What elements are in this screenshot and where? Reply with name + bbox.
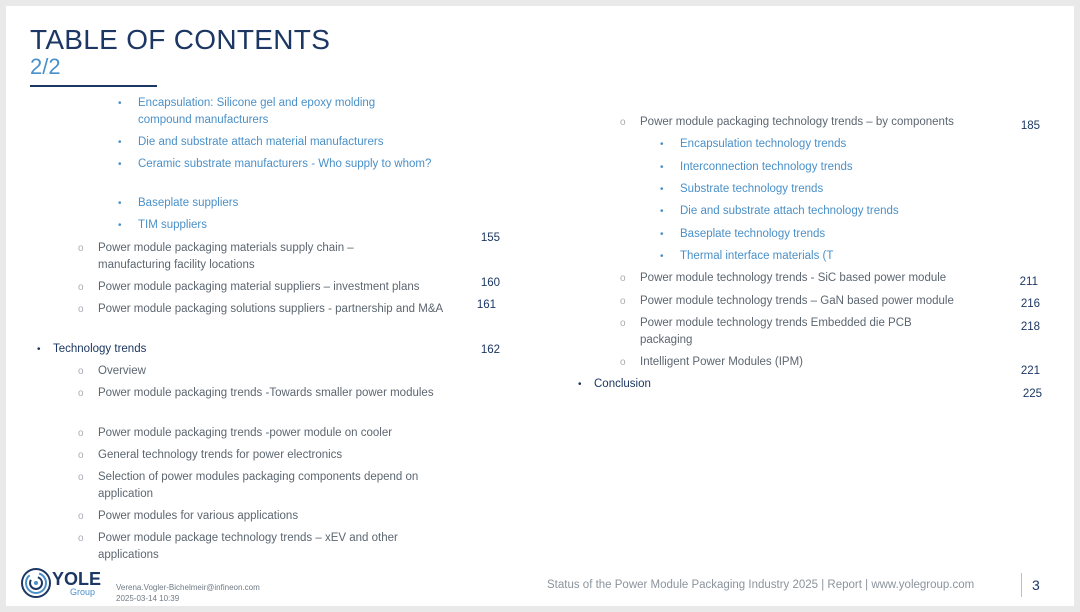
toc-entry-label: Technology trends (53, 343, 147, 355)
page-number: 160 (480, 277, 500, 289)
toc-entry[interactable] (620, 270, 1010, 287)
toc-entry-label: Baseplate technology trends (680, 228, 826, 240)
bullet-icon: • (660, 206, 664, 217)
toc-entry-label: Baseplate suppliers (138, 197, 239, 209)
bullet-icon: • (578, 379, 582, 390)
page-subtitle: 2/2 (30, 54, 61, 79)
circle-bullet-icon: o (78, 450, 84, 461)
footer-watermark (116, 582, 260, 604)
toc-entry[interactable] (78, 530, 448, 564)
toc-entry[interactable] (118, 95, 418, 129)
page-number: 216 (1020, 298, 1040, 310)
circle-bullet-icon: o (78, 243, 84, 254)
toc-entry[interactable] (78, 425, 478, 442)
toc-entry-label: Power module technology trends - SiC based power module (640, 272, 947, 284)
toc-entry[interactable] (660, 226, 980, 243)
title-divider (30, 85, 157, 87)
toc-entry-label: TIM suppliers (138, 219, 208, 231)
toc-entry[interactable] (78, 279, 478, 296)
footer-status: Status of the Power Module Packaging Industry 2025 | Report | www.yolegroup.com (547, 579, 975, 591)
bullet-icon: • (660, 251, 664, 262)
yole-logo (20, 567, 102, 604)
circle-bullet-icon: o (78, 533, 84, 544)
toc-entry[interactable] (118, 217, 438, 234)
toc-entry[interactable] (578, 376, 894, 393)
logo-wordmark: YOLE (52, 569, 102, 589)
toc-entry[interactable] (78, 240, 398, 274)
slide (6, 6, 1074, 606)
page-number: 161 (476, 299, 496, 311)
toc-entry-label: Die and substrate attach material manufacturers (138, 136, 384, 148)
bullet-icon: • (118, 98, 122, 109)
toc-entry[interactable] (78, 363, 398, 380)
yole-logo-icon (20, 567, 52, 599)
toc-entry-label: Power module technology trends Embedded die PCB packaging (640, 317, 912, 346)
toc-entry[interactable] (78, 447, 478, 464)
toc-entry[interactable] (620, 114, 1010, 131)
bullet-icon: • (37, 344, 41, 355)
toc-entry[interactable] (660, 159, 980, 176)
toc-entry-label: Die and substrate attach technology trends (680, 205, 899, 217)
page-title: TABLE OF CONTENTS (30, 24, 331, 55)
circle-bullet-icon: o (620, 273, 626, 284)
bullet-icon: • (660, 229, 664, 240)
toc-entry-label: Overview (98, 365, 146, 377)
circle-bullet-icon: o (620, 117, 626, 128)
circle-bullet-icon: o (78, 366, 84, 377)
toc-entry[interactable] (620, 315, 960, 349)
circle-bullet-icon: o (620, 296, 626, 307)
toc-entry-label: Power module package technology trends – xEV and other applications (98, 532, 398, 561)
circle-bullet-icon: o (78, 388, 84, 399)
circle-bullet-icon: o (78, 428, 84, 439)
toc-entry-label: Power module packaging trends -power module on cooler (98, 427, 393, 439)
page-number: 162 (480, 344, 500, 356)
toc-entry[interactable] (78, 385, 438, 402)
slide-number: 3 (1032, 577, 1040, 593)
toc-entry-label: Power module packaging technology trends – by components (640, 116, 954, 128)
toc-entry[interactable] (118, 134, 438, 151)
toc-entry-label: Thermal interface materials (T (680, 250, 834, 262)
bullet-icon: • (118, 137, 122, 148)
toc-entry[interactable] (118, 156, 438, 173)
toc-entry[interactable] (78, 508, 478, 525)
toc-entry-label: Encapsulation: Silicone gel and epoxy molding compound manufacturers (138, 97, 376, 126)
toc-entry-label: Power module packaging material suppliers – investment plans (98, 281, 420, 293)
logo-subtext: Group (70, 587, 96, 597)
toc-entry[interactable] (660, 203, 980, 220)
toc-entry[interactable] (78, 469, 468, 503)
toc-entry-label: Encapsulation technology trends (680, 138, 847, 150)
toc-entry-label: Conclusion (594, 378, 651, 390)
footer-divider (1021, 573, 1022, 597)
toc-entry[interactable] (620, 354, 960, 371)
toc-entry[interactable] (118, 195, 438, 212)
toc-entry[interactable] (660, 181, 980, 198)
toc-entry-label: Interconnection technology trends (680, 161, 853, 173)
footer-datetime: 2025-03-14 10:39 (116, 594, 180, 603)
circle-bullet-icon: o (620, 357, 626, 368)
toc-entry[interactable] (660, 136, 980, 153)
circle-bullet-icon: o (78, 511, 84, 522)
toc-entry[interactable] (37, 341, 353, 358)
toc-entry[interactable] (660, 248, 980, 265)
bullet-icon: • (660, 162, 664, 173)
toc-entry-label: Power module technology trends – GaN based power module (640, 295, 954, 307)
page-number: 225 (1022, 388, 1042, 400)
circle-bullet-icon: o (78, 282, 84, 293)
toc-entry-label: General technology trends for power electronics (98, 449, 343, 461)
bullet-icon: • (660, 184, 664, 195)
bullet-icon: • (118, 198, 122, 209)
bullet-icon: • (118, 220, 122, 231)
bullet-icon: • (660, 139, 664, 150)
page-number: 185 (1020, 120, 1040, 132)
bullet-icon: • (118, 159, 122, 170)
footer-email: Verena.Vogler-Bichelmeir@infineon.com (116, 583, 260, 592)
toc-entry[interactable] (78, 301, 468, 318)
toc-entry-label: Substrate technology trends (680, 183, 824, 195)
page-number: 155 (480, 232, 500, 244)
toc-entry-label: Power modules for various applications (98, 510, 299, 522)
circle-bullet-icon: o (78, 472, 84, 483)
page-number: 218 (1020, 321, 1040, 333)
toc-entry-label: Intelligent Power Modules (IPM) (640, 356, 803, 368)
toc-entry-label: Ceramic substrate manufacturers - Who supply to whom? (138, 158, 432, 170)
toc-entry-label: Power module packaging solutions suppliers - partnership and M&A (98, 303, 444, 315)
circle-bullet-icon: o (620, 318, 626, 329)
circle-bullet-icon: o (78, 304, 84, 315)
toc-entry-label: Power module packaging trends -Towards smaller power modules (98, 387, 434, 399)
toc-entry[interactable] (620, 293, 1010, 310)
page-number: 221 (1020, 365, 1040, 377)
page-number: 211 (1019, 276, 1038, 288)
toc-entry-label: Power module packaging materials supply chain – manufacturing facility locations (98, 242, 354, 271)
toc-entry-label: Selection of power modules packaging components depend on application (98, 471, 419, 500)
